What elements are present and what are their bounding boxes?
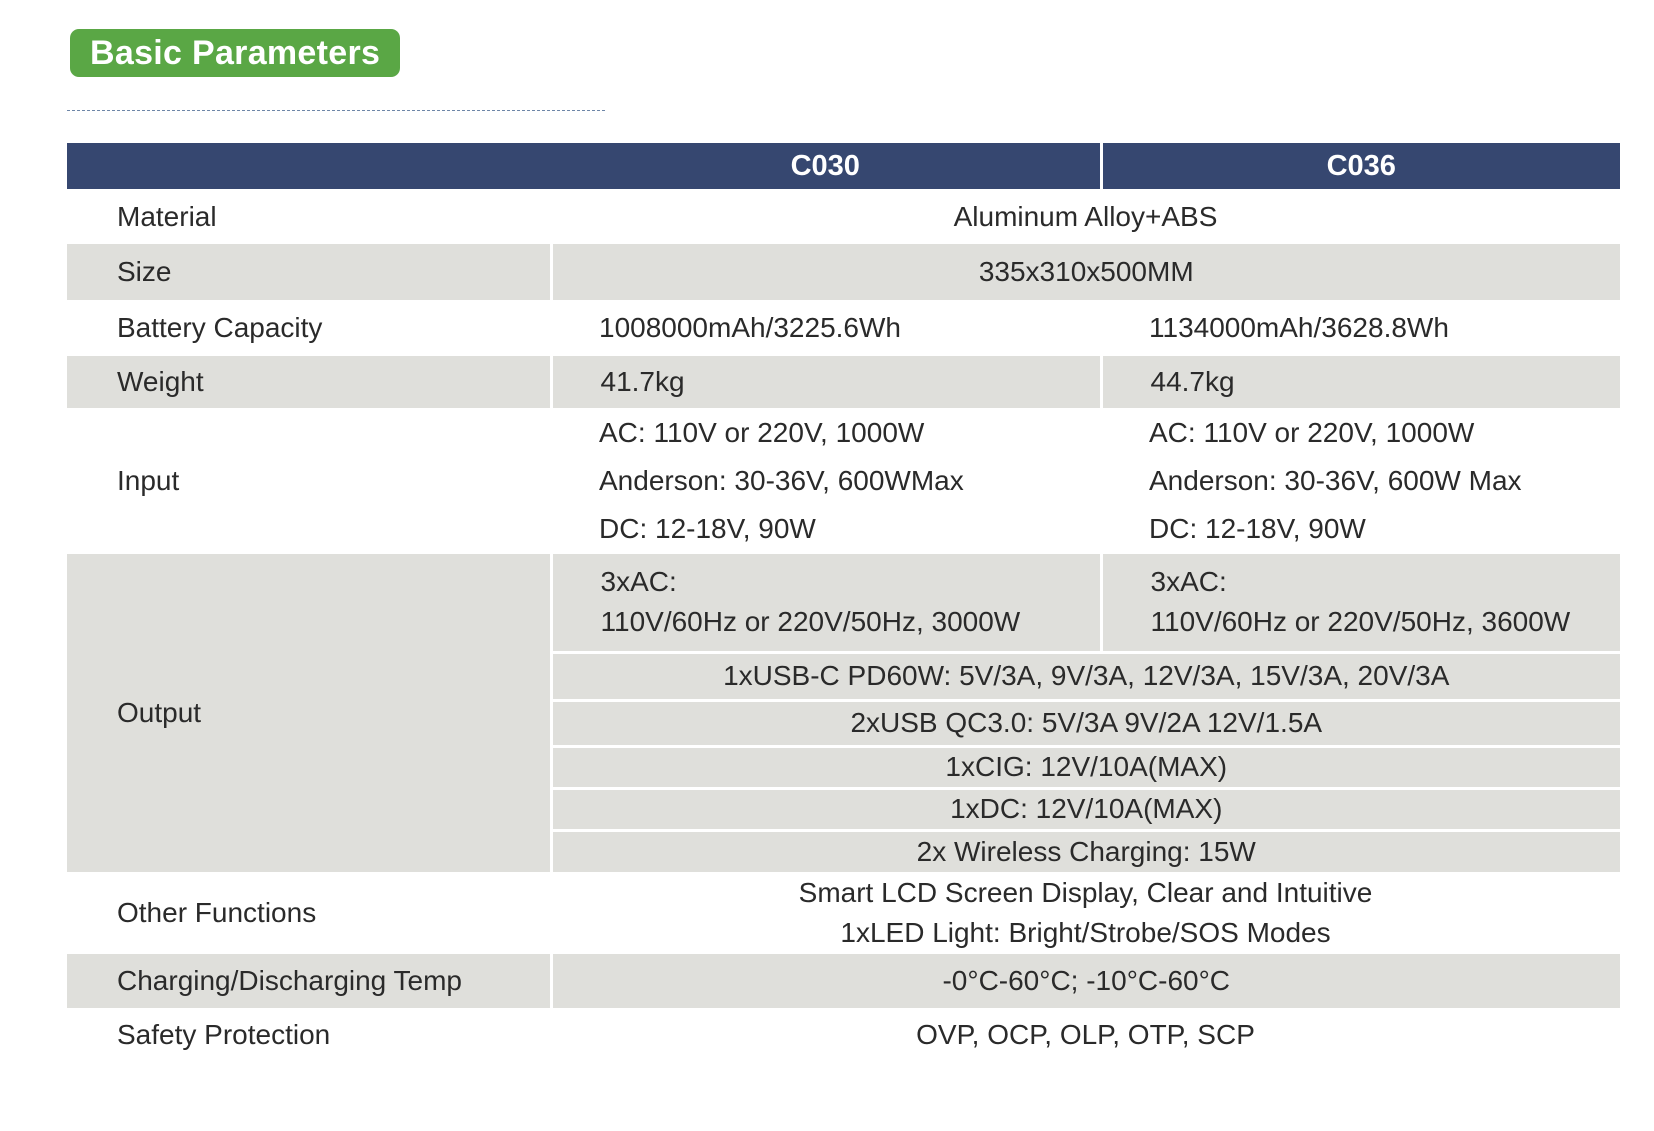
output-shared-value: 1xUSB-C PD60W: 5V/3A, 9V/3A, 12V/3A, 15V/3A, 20V/3A: [551, 652, 1620, 700]
output-shared-value: 2xUSB QC3.0: 5V/3A 9V/2A 12V/1.5A: [551, 700, 1620, 746]
row-battery: [67, 300, 1620, 356]
input-line: AC: 110V or 220V, 1000W: [1149, 417, 1475, 448]
row-label: Other Functions: [117, 897, 317, 928]
row-size: [67, 244, 1620, 300]
row-label: Size: [67, 244, 551, 300]
value-c030: 41.7kg: [551, 356, 1101, 408]
output-line: 3xAC:: [600, 566, 677, 598]
function-line: 1xLED Light: Bright/Strobe/SOS Modes: [840, 917, 1331, 948]
row-value: OVP, OCP, OLP, OTP, SCP: [916, 1019, 1255, 1050]
header-model-c036: C036: [1101, 143, 1620, 189]
row-safety: [67, 1008, 1620, 1062]
row-label: Output: [67, 554, 551, 872]
output-shared-value: 1xCIG: 12V/10A(MAX): [551, 746, 1620, 788]
output-shared-value: 2x Wireless Charging: 15W: [551, 830, 1620, 872]
input-line: DC: 12-18V, 90W: [599, 513, 816, 544]
input-line: DC: 12-18V, 90W: [1149, 513, 1366, 544]
output-line: 3xAC:: [1150, 566, 1227, 598]
input-line: AC: 110V or 220V, 1000W: [599, 417, 925, 448]
output-line: 110V/60Hz or 220V/50Hz, 3600W: [1150, 606, 1571, 638]
spec-table: [67, 143, 1620, 1062]
value-c030: 1008000mAh/3225.6Wh: [599, 312, 901, 343]
row-other-functions: [67, 872, 1620, 954]
input-line: Anderson: 30-36V, 600W Max: [1149, 465, 1522, 496]
value-c030: [551, 554, 1101, 652]
header-model-c030: C030: [551, 143, 1101, 189]
function-line: Smart LCD Screen Display, Clear and Intuitive: [798, 877, 1373, 908]
row-label: Charging/Discharging Temp: [67, 954, 551, 1008]
row-output-ac: [67, 554, 1620, 652]
row-value: -0°C-60°C; -10°C-60°C: [551, 954, 1620, 1008]
header-row: [67, 143, 1620, 189]
row-weight: [67, 356, 1620, 408]
value-c036: 44.7kg: [1101, 356, 1620, 408]
row-label: Weight: [67, 356, 551, 408]
value-c036: [1101, 554, 1620, 652]
dashed-divider: [67, 110, 605, 111]
row-label: Battery Capacity: [117, 312, 323, 343]
value-c036: 1134000mAh/3628.8Wh: [1149, 312, 1449, 343]
row-label: Material: [117, 200, 217, 232]
row-value: 335x310x500MM: [551, 244, 1620, 300]
value-c036: [1101, 408, 1620, 554]
input-line: Anderson: 30-36V, 600WMax: [599, 465, 964, 496]
output-line: 110V/60Hz or 220V/50Hz, 3000W: [600, 606, 1021, 638]
row-label: Input: [117, 465, 180, 496]
value-c030: [551, 408, 1101, 554]
row-value: [551, 872, 1620, 954]
row-input: [67, 408, 1620, 554]
header-blank: [67, 143, 551, 189]
row-material: [67, 189, 1620, 244]
output-shared-value: 1xDC: 12V/10A(MAX): [551, 788, 1620, 830]
section-title: Basic Parameters: [70, 29, 400, 77]
row-label: Safety Protection: [117, 1019, 331, 1050]
row-value: Aluminum Alloy+ABS: [953, 200, 1218, 232]
row-temp: [67, 954, 1620, 1008]
